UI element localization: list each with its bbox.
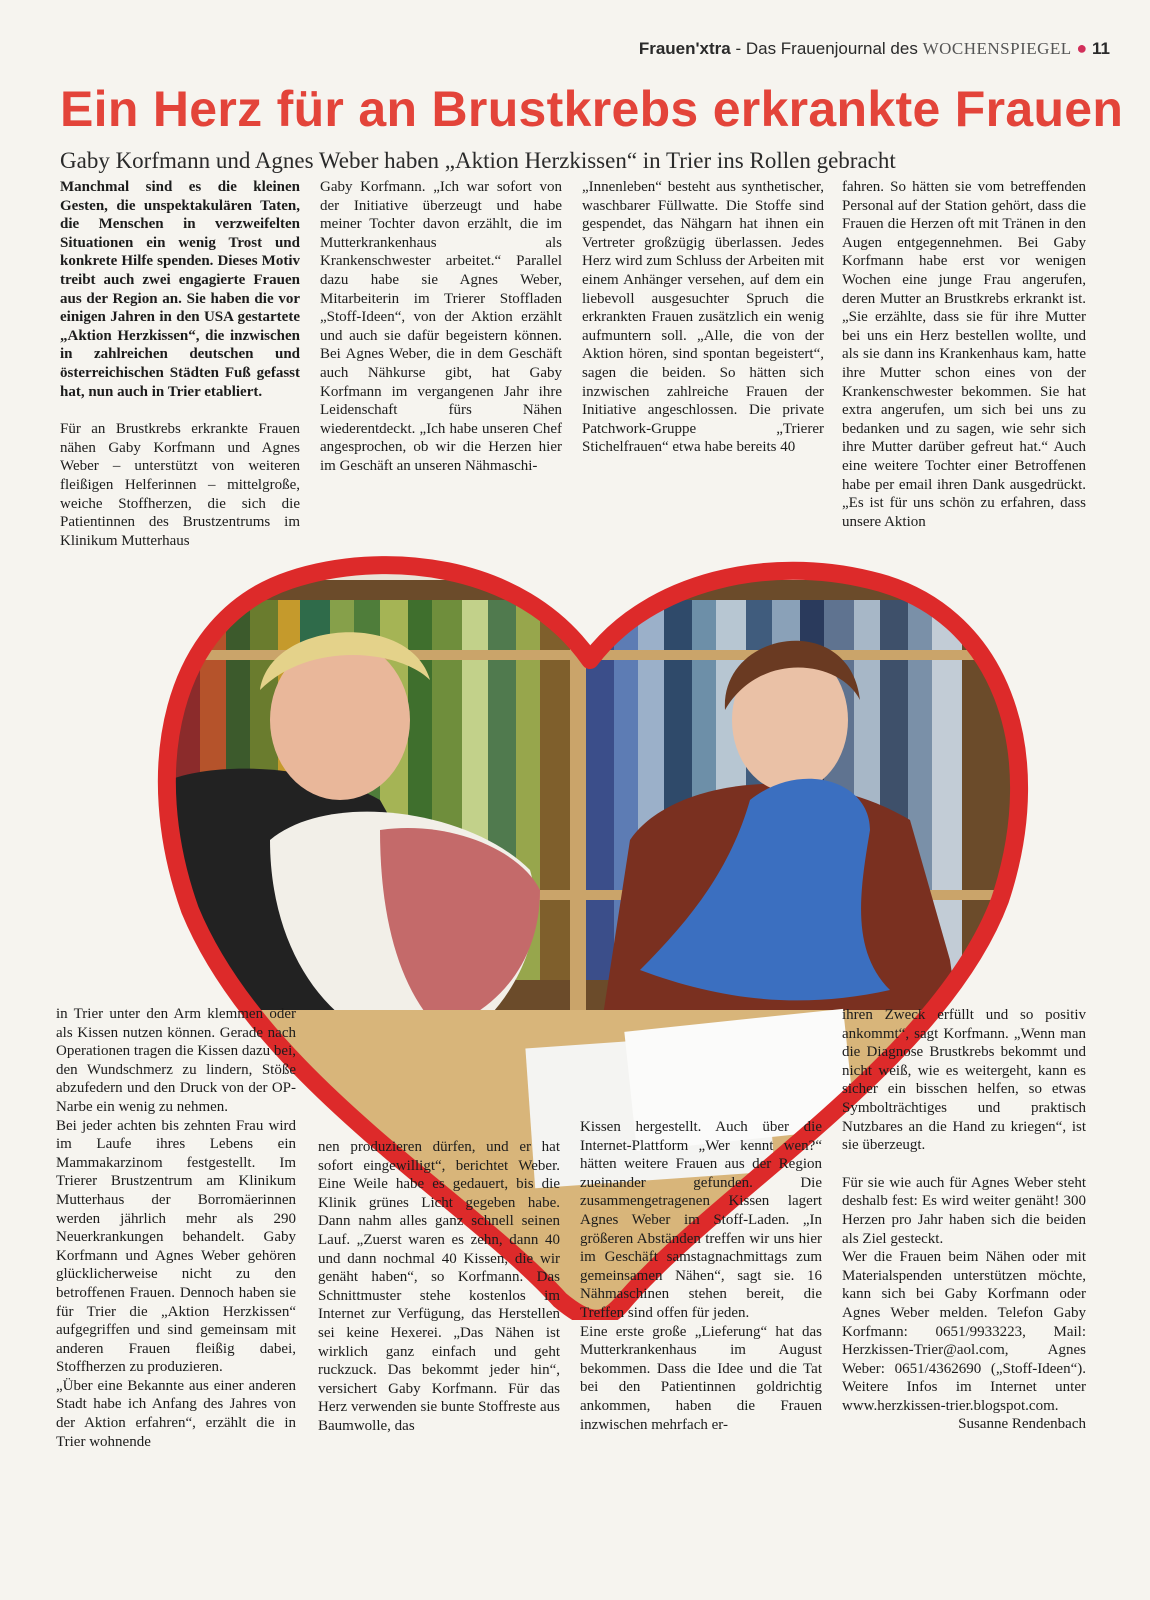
col2-top-text: Gaby Korfmann. „Ich war sofort von der Initiative überzeugt und habe meiner Tochter davon erzählt, die im Mutterkrankenhaus als Krankenschwester arbeitet.“ Parallel dazu habe sie Agnes Weber, Mitarbeiterin im Trierer Stoffladen „Stoff-Ideen“, von der Aktion erzählt und auch sie dafür begeistern können. Bei Agnes Weber, die in dem Geschäft auch Nähkurse gibt, hat Gaby Korfmann im vergangenen Jahr ihre Leidenschaft fürs Nähen wiederentdeckt. „Ich habe unseren Chef angesprochen, ob wir die Herzen hier im Geschäft an unseren Nähmaschi- [320, 179, 562, 474]
column-2-bottom [318, 1138, 560, 1436]
col3-bottom-b: Eine erste große „Lieferung“ hat das Mutterkrankenhaus im August bekommen. Dass die Idee und die Tat bei den Patientinnen goldrichtig ankommen, haben die Frauen inzwischen mehrfach er- [580, 1323, 822, 1433]
lead-paragraph: Manchmal sind es die kleinen Gesten, die unspektakulären Taten, die Menschen in verzweifelten Situationen ein wenig Trost und konkrete Hilfe spenden. Dieses Motiv treibt auch zwei engagierte Frauen aus der Region an. Sie haben die vor einigen Jahren in den USA gestartete „Aktion Herzkissen“, die inzwischen in zahlreichen deutschen und österreichischen Städten Fuß gefasst hat, nun auch in Trier etabliert. [60, 179, 300, 400]
column-4-bottom [842, 1006, 1086, 1434]
col3-bottom-a: Kissen hergestellt. Auch über die Internet-Plattform „Wer kennt wen?“ hätten weitere Frauen aus der Region zueinander gefunden. Die zusammengetragenen Kissen lagert Agnes Weber im Stoff-Laden. „In größeren Abständen treffen wir uns hier im Geschäft samstagnachmittags zum gemeinsamen Nähen“, sagt sie. 16 Nähmaschinen stehen bereit, die Treffen sind offen für jeden. [580, 1119, 822, 1321]
author-name: Susanne Rendenbach [958, 1416, 1086, 1433]
col4-bottom-a: ihren Zweck erfüllt und so positiv ankommt“, sagt Korfmann. „Wenn man die Diagnose Brustkrebs bekommt und nicht weiß, wie es weitergeht, kann es sicher ein bisschen helfen, so etwas Symbolträchtiges und praktisch Nutzbares an die Hand zu kriegen“, ist sie überzeugt. [842, 1007, 1086, 1154]
col1-bottom-a: in Trier unter den Arm klemmen oder als Kissen nutzen können. Gerade nach Operationen tragen die Kissen dazu bei, den Wundschmerz zu lindern, Stöße abzufedern und den Druck von der OP-Narbe ein wenig zu nehmen. [56, 1006, 296, 1115]
column-4-top [842, 178, 1086, 531]
header-tagline: - Das Frauenjournal des [730, 39, 923, 58]
column-1-top [60, 178, 300, 550]
col2-bottom-text: nen produzieren dürfen, und er hat sofort eingewilligt“, berichtet Weber. Eine Weile habe es gedauert, bis die Klinik grünes Licht gegeben habe. Dann nahm alles ganz schnell seinen Lauf. „Zuerst waren es zehn, dann 40 und dann nochmal 40 Kissen, die wir genäht haben“, so Korfmann. Das Schnittmuster stehe kostenlos im Internet zur Verfügung, das Herstellen sei keine Hexerei. „Das Nähen ist wirklich ganz einfach und geht ruckzuck. Das bekommt jeder hin“, versichert Gaby Korfmann. Für das Herz verwenden sie bunte Stoffreste aus Baumwolle, das [318, 1139, 560, 1434]
col1-bottom-b: Bei jeder achten bis zehnten Frau wird im Laufe ihres Lebens ein Mammakarzinom festgestellt. Im Trierer Brustzentrum am Klinikum Mutterhaus der Borromäerinnen werden jährlich mehr als 290 Neuerkrankungen behandelt. Gaby Korfmann und Agnes Weber gehören glücklicherweise nicht zu den betroffenen Frauen. Dennoch haben sie für Trier die „Aktion Herzkissen“ aufgegriffen und sind gemeinsam mit anderen Frauen fleißig dabei, Stoffherzen zu produzieren. [56, 1117, 296, 1376]
headline: Ein Herz für an Brustkrebs erkrankte Frauen [60, 81, 1124, 137]
subheadline: Gaby Korfmann und Agnes Weber haben „Aktion Herzkissen“ in Trier ins Rollen gebracht [60, 148, 896, 173]
column-3-top [582, 178, 824, 457]
col1-body: Für an Brustkrebs erkrankte Frauen nähen Gaby Korfmann und Agnes Weber – unterstützt von weiteren fleißigen Helferinnen – mittelgroße, weiche Stoffherzen, die sich die Patientinnen des Brustzentrums im Klinikum Mutterhaus [60, 421, 300, 549]
column-1-bottom [56, 1005, 296, 1451]
page-number: 11 [1092, 39, 1110, 58]
col1-bottom-c: „Über eine Bekannte aus einer anderen Stadt habe ich Anfang des Jahres von der Aktion erfahren“, erzählt die in Trier wohnende [56, 1377, 296, 1450]
col4-top-text: fahren. So hätten sie vom betreffenden Personal auf der Station gehört, dass die Frauen die Herzen oft mit Tränen in den Augen entgegennehmen. Bei Gaby Korfmann habe erst vor wenigen Wochen eine junge Frau angerufen, deren Mutter an Brustkrebs erkrankt ist. „Sie erzählte, dass sie für ihre Mutter bei uns ein Herz bestellen wollte, und als sie dann ins Krankenhaus kam, hatte ihre Mutter schon eines von der Krankenschwester bekommen. Sie hat extra angerufen, um sich bei uns zu bedanken und zu sagen, wie sehr sich ihre Mutter darüber gefreut hat.“ Auch eine weitere Tochter einer Betroffenen habe per email ihren Dank ausgedrückt. „Es ist für uns schön zu erfahren, dass unsere Aktion [842, 179, 1086, 530]
column-3-bottom [580, 1118, 822, 1434]
bullet-icon: ● [1076, 38, 1088, 58]
header-brand: Frauen'xtra [638, 39, 731, 58]
column-2-top [320, 178, 562, 476]
col3-top-text: „Innenleben“ besteht aus synthetischer, waschbarer Füllwatte. Die Stoffe sind gespendet, das Nähgarn hat ihnen ein Vertreter großzügig überlassen. Jedes Herz wird zum Schluss der Arbeiten mit einem Anhänger versehen, auf dem ein liebevoll ausgesuchter Spruch die erkrankten Frauen zusätzlich ein wenig aufmuntern soll. „Alle, die von der Aktion hören, sind spontan begeistert“, sagen die beiden. So hätten sich inzwischen zahlreiche Frauen der Initiative angeschlossen. Die private Patchwork-Gruppe „Trierer Stichelfrauen“ etwa habe bereits 40 [582, 179, 824, 456]
page-header [639, 38, 1110, 59]
col4-bottom-b: Für sie wie auch für Agnes Weber steht deshalb fest: Es wird weiter genäht! 300 Herzen pro Jahr haben sich die beiden als Ziel gesteckt. [842, 1174, 1086, 1247]
col4-bottom-c: Wer die Frauen beim Nähen oder mit Materialspenden unterstützen möchte, kann sich bei Gaby Korfmann oder Agnes Weber melden. Telefon Gaby Korfmann: 0651/9933223, Mail: Herzkissen-Trier@aol.com, Agnes Weber: 0651/4362690 („Stoff-Ideen“). Weitere Infos im Internet unter www.herzkissen-trier.blogspot.com. [842, 1249, 1086, 1414]
header-publisher: WOCHENSPIEGEL [922, 39, 1072, 58]
